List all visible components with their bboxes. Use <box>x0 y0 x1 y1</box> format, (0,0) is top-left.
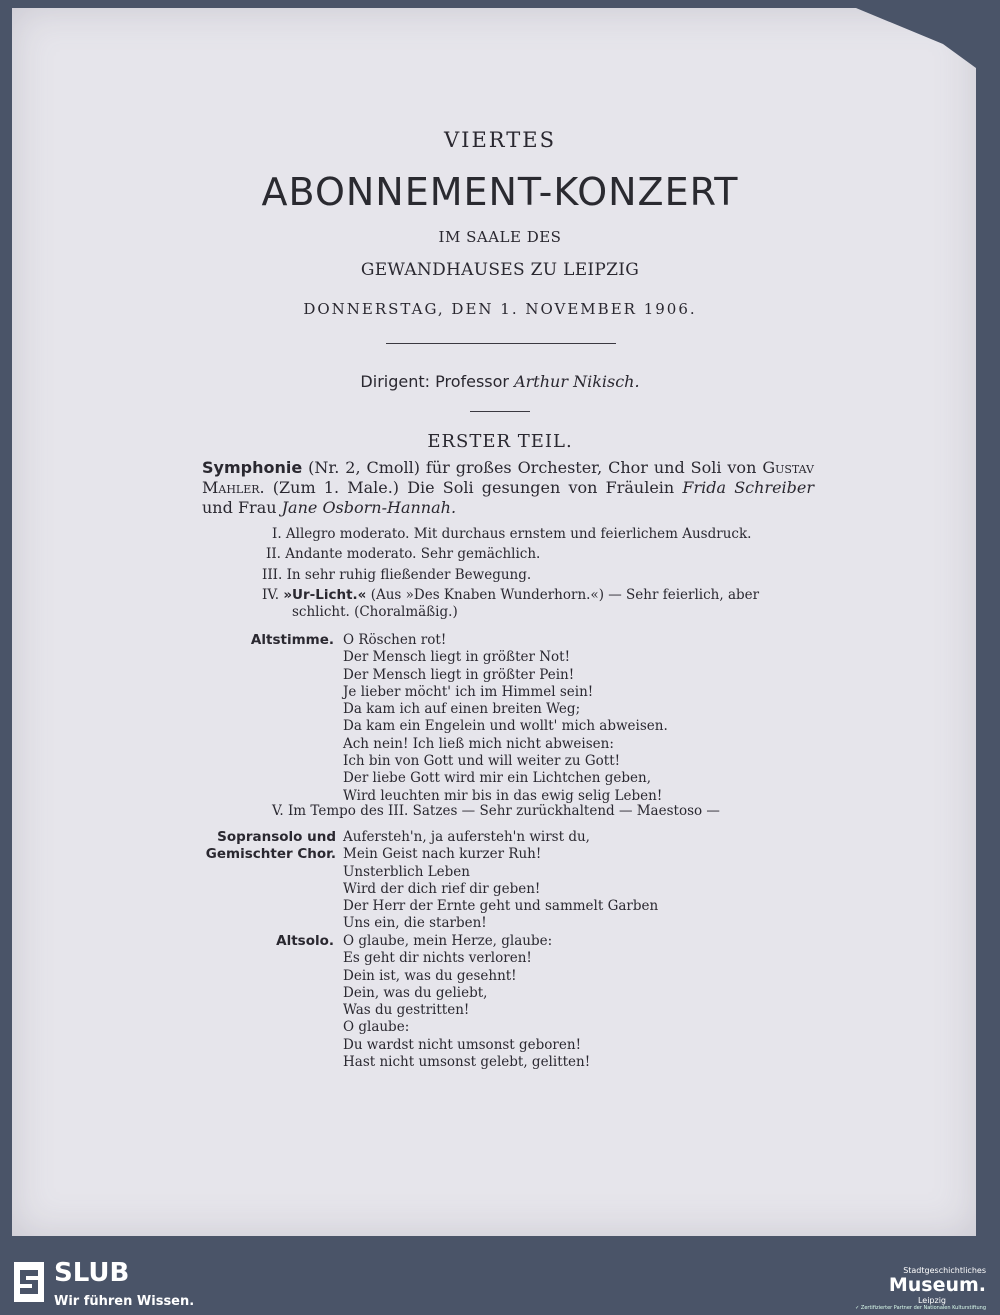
movement-4-num: IV. <box>262 587 280 603</box>
verse-line: Dein ist, was du gesehnt! <box>343 967 517 984</box>
movement-5: V. Im Tempo des III. Satzes — Sehr zurückhaltend — Maestoso — <box>272 803 720 819</box>
altsolo-label: Altsolo. <box>276 933 334 949</box>
altsolo-verse <box>343 933 590 1071</box>
verse-line: Der liebe Gott wird mir ein Lichtchen geben, <box>343 770 652 787</box>
chor-label-2: Gemischter Chor. <box>205 846 336 862</box>
verse-line: Der Mensch liegt in größter Not! <box>343 649 571 666</box>
verse-line: Wird leuchten mir bis in das ewig selig Leben! <box>343 787 663 804</box>
heading-saal: IM SAALE DES <box>438 228 562 246</box>
museum-logo-text[interactable]: Museum. <box>888 1274 986 1296</box>
slub-name[interactable]: SLUB <box>54 1258 130 1288</box>
movement-4 <box>262 587 812 604</box>
verse-line: Mein Geist nach kurzer Ruh! <box>343 846 542 863</box>
museum-note: ✓ Zertifizierter Partner der Nationalen Kulturstiftung <box>855 1305 986 1311</box>
verse-line: O Röschen rot! <box>343 632 447 648</box>
verse-line: Dein, was du geliebt, <box>343 984 488 1001</box>
conductor-label: Dirigent: Professor <box>360 372 509 391</box>
soloist-2: Jane Osborn-Hannah. <box>281 498 457 517</box>
verse-line: O glaube: <box>343 1019 410 1036</box>
divider-short <box>470 411 530 412</box>
movement-4-rest: (Aus »Des Knaben Wunderhorn.«) — Sehr feierlich, aber <box>370 587 760 603</box>
soloist-und: und Frau <box>202 498 277 517</box>
verse-line: Da kam ich auf einen breiten Weg; <box>343 701 581 718</box>
conductor-name: Arthur Nikisch. <box>514 372 640 391</box>
symphony-title: Symphonie <box>202 458 303 477</box>
movement-4-line2: schlicht. (Choralmäßig.) <box>292 604 458 620</box>
movement-3: III. In sehr ruhig fließender Bewegung. <box>262 567 532 583</box>
verse-line: Unsterblich Leben <box>343 863 470 880</box>
symphony-line1: (Nr. 2, Cmoll) für großes Orchester, Chor und Soli von <box>308 458 757 477</box>
museum-small-label: Stadtgeschichtliches <box>903 1266 986 1275</box>
museum-city: Leipzig <box>917 1296 946 1305</box>
verse-line: Du wardst nicht umsonst geboren! <box>343 1036 581 1053</box>
movement-4-title: »Ur-Licht.« <box>283 587 367 603</box>
movement-1: I. Allegro moderato. Mit durchaus ernstem und feierlichem Ausdruck. <box>272 526 752 542</box>
verse-line: Aufersteh'n, ja aufersteh'n wirst du, <box>343 829 590 845</box>
chor-verse <box>343 829 658 933</box>
soloist-1: Frida Schreiber <box>682 478 815 497</box>
conductor-line <box>0 372 1000 391</box>
composer-name: Gustav Mahler. <box>202 458 814 497</box>
verse-line: Da kam ein Engelein und wollt' mich abweisen. <box>343 718 668 735</box>
verse-line: Es geht dir nichts verloren! <box>343 950 532 967</box>
heading-viertes: VIERTES <box>444 128 556 152</box>
verse-line: Wird der dich rief dir geben! <box>343 880 541 897</box>
verse-line: Ich bin von Gott und will weiter zu Gott! <box>343 753 621 770</box>
symphony-line2: (Zum 1. Male.) Die Soli gesungen von Fräulein <box>272 478 675 497</box>
altstimme-verse <box>343 632 668 805</box>
divider <box>386 343 616 344</box>
heading-title: ABONNEMENT-KONZERT <box>261 170 739 214</box>
verse-line: Je lieber möcht' ich im Himmel sein! <box>343 683 594 700</box>
verse-line: Uns ein, die starben! <box>343 915 487 932</box>
verse-line: Hast nicht umsonst gelebt, gelitten! <box>343 1054 591 1071</box>
verse-line: Der Mensch liegt in größter Pein! <box>343 666 575 683</box>
altstimme-label: Altstimme. <box>250 632 334 648</box>
section-title: ERSTER TEIL. <box>427 431 573 452</box>
symphony-description <box>202 458 814 518</box>
verse-line: Ach nein! Ich ließ mich nicht abweisen: <box>343 735 614 752</box>
slub-logo-icon[interactable] <box>14 1262 44 1302</box>
slub-tagline: Wir führen Wissen. <box>54 1294 195 1309</box>
chor-label <box>196 829 336 863</box>
verse-line: Was du gestritten! <box>343 1002 470 1019</box>
movement-2: II. Andante moderato. Sehr gemächlich. <box>266 546 541 562</box>
verse-line: O glaube, mein Herze, glaube: <box>343 933 553 949</box>
verse-line: Der Herr der Ernte geht und sammelt Garben <box>343 898 659 915</box>
heading-gewandhaus: GEWANDHAUSES ZU LEIPZIG <box>360 260 640 280</box>
heading-date: DONNERSTAG, DEN 1. NOVEMBER 1906. <box>303 300 697 318</box>
torn-corner <box>826 8 976 68</box>
chor-label-1: Sopransolo und <box>217 829 336 845</box>
